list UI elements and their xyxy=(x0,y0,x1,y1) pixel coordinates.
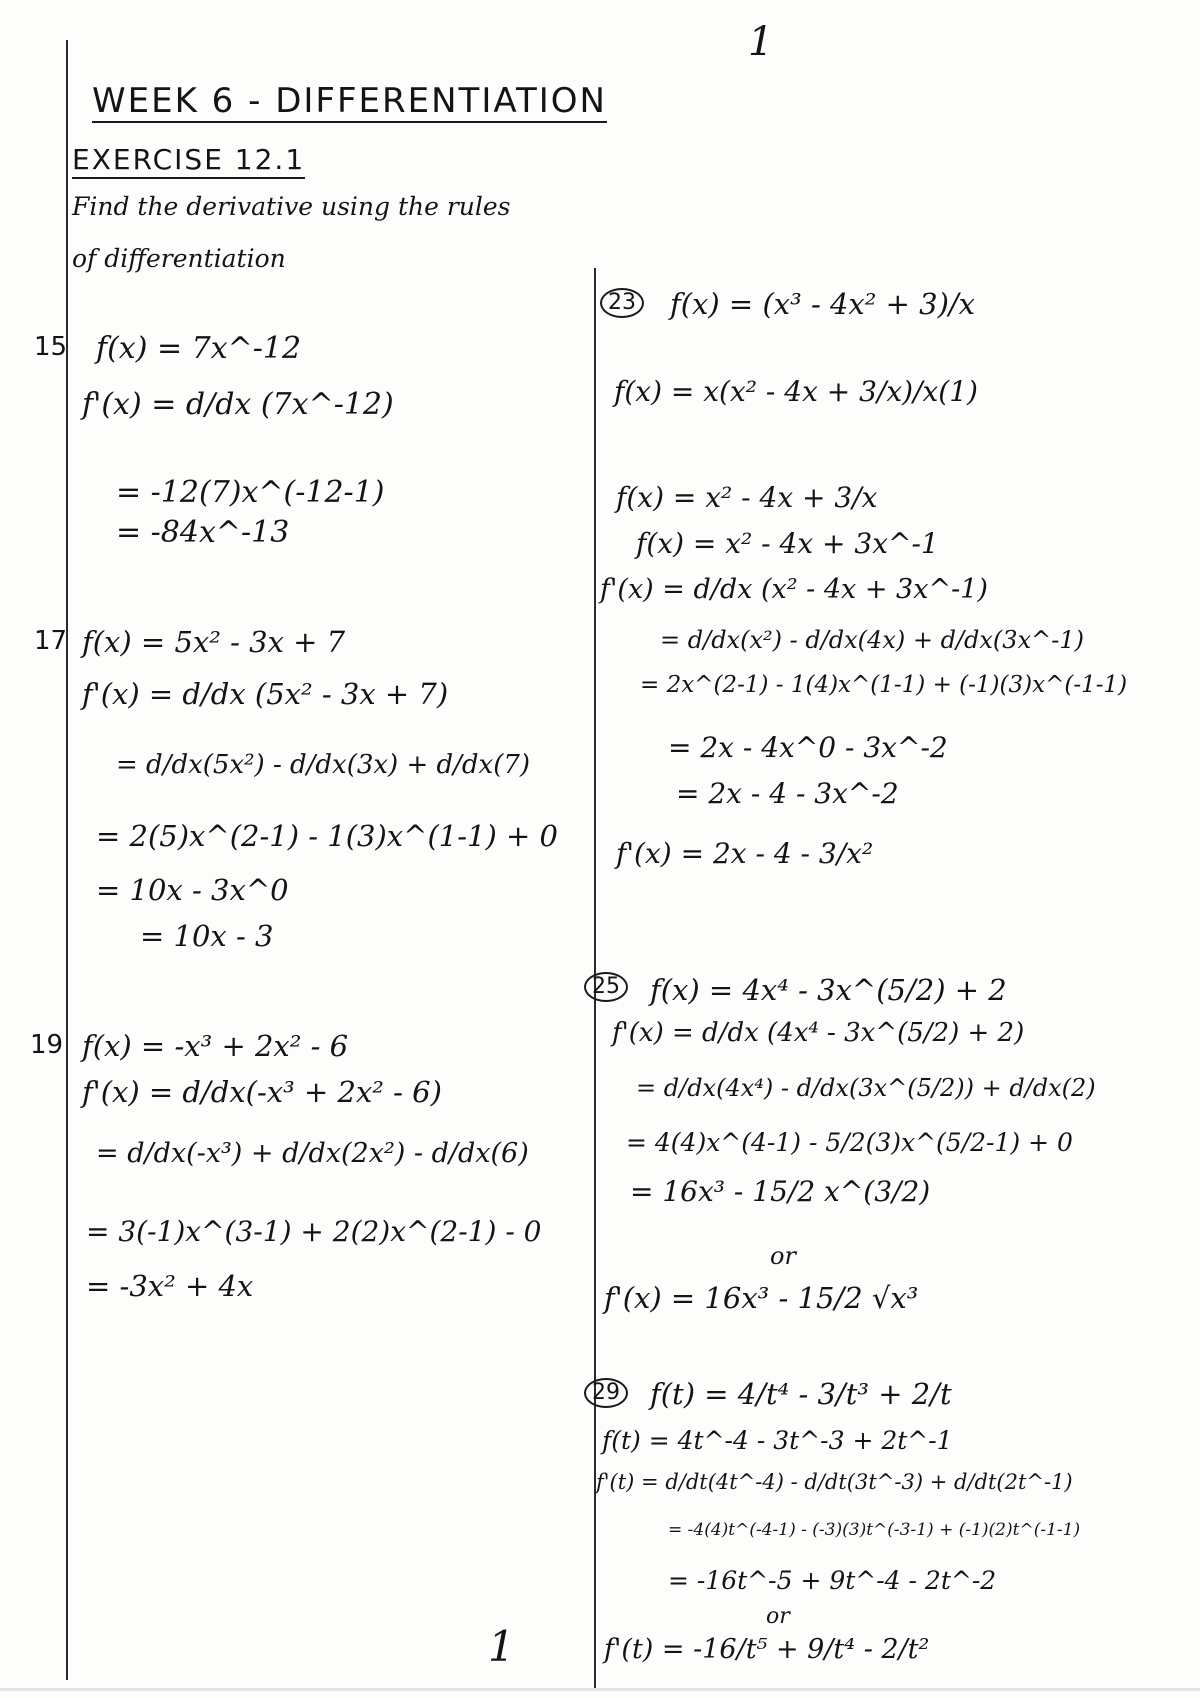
page-title: WEEK 6 - DIFFERENTIATION xyxy=(92,81,607,121)
p23-line-4: f(x) = x² - 4x + 3x^-1 xyxy=(636,527,939,560)
p17-line-1: f(x) = 5x² - 3x + 7 xyxy=(82,625,346,659)
problem-15-number: 15 xyxy=(34,332,68,362)
p23-line-1: f(x) = (x³ - 4x² + 3)/x xyxy=(670,287,976,321)
p25-line-1: f(x) = 4x⁴ - 3x^(5/2) + 2 xyxy=(650,973,1007,1007)
p23-line-5: f'(x) = d/dx (x² - 4x + 3x^-1) xyxy=(600,574,988,605)
page-number: 1 xyxy=(748,19,774,65)
p25-line-7: f'(x) = 16x³ - 15/2 √x³ xyxy=(604,1281,919,1315)
p25-line-5: = 16x³ - 15/2 x^(3/2) xyxy=(630,1175,931,1208)
p23-line-9: = 2x - 4 - 3x^-2 xyxy=(676,777,899,810)
p17-line-2: f'(x) = d/dx (5x² - 3x + 7) xyxy=(82,677,449,711)
exercise-title: EXERCISE 12.1 xyxy=(72,146,305,179)
p17-line-3: = d/dx(5x²) - d/dx(3x) + d/dx(7) xyxy=(116,750,531,780)
p29-line-2: f(t) = 4t^-4 - 3t^-3 + 2t^-1 xyxy=(602,1426,953,1455)
instruction-line-1: Find the derivative using the rules xyxy=(72,192,511,221)
p19-line-3: = d/dx(-x³) + d/dx(2x²) - d/dx(6) xyxy=(96,1138,529,1169)
problem-29-number: 29 xyxy=(584,1378,628,1408)
problem-25-number: 25 xyxy=(584,972,628,1002)
p15-line-4: = -84x^-13 xyxy=(116,515,290,550)
problem-19-number: 19 xyxy=(30,1030,64,1060)
p23-line-2: f(x) = x(x² - 4x + 3/x)/x(1) xyxy=(614,375,978,408)
p15-line-3: = -12(7)x^(-12-1) xyxy=(116,475,385,510)
p29-line-4: = -4(4)t^(-4-1) - (-3)(3)t^(-3-1) + (-1)(2)t^(-1-1) xyxy=(668,1520,1081,1540)
p29-line-1: f(t) = 4/t⁴ - 3/t³ + 2/t xyxy=(650,1377,952,1411)
p25-or: or xyxy=(770,1242,796,1270)
instruction-line-2: of differentiation xyxy=(72,244,286,273)
p29-line-5: = -16t^-5 + 9t^-4 - 2t^-2 xyxy=(668,1566,997,1595)
p19-line-1: f(x) = -x³ + 2x² - 6 xyxy=(82,1029,349,1063)
p19-line-5: = -3x² + 4x xyxy=(86,1269,254,1303)
p23-line-10: f'(x) = 2x - 4 - 3/x² xyxy=(616,837,874,870)
p17-line-4: = 2(5)x^(2-1) - 1(3)x^(1-1) + 0 xyxy=(96,819,558,853)
footer-page-number: 1 xyxy=(488,1622,515,1671)
problem-23-number: 23 xyxy=(600,288,644,318)
p19-line-2: f'(x) = d/dx(-x³ + 2x² - 6) xyxy=(82,1075,442,1109)
p23-line-6: = d/dx(x²) - d/dx(4x) + d/dx(3x^-1) xyxy=(660,626,1084,654)
p15-line-2: f'(x) = d/dx (7x^-12) xyxy=(82,387,394,422)
p29-line-3: f'(t) = d/dt(4t^-4) - d/dt(3t^-3) + d/dt(2t^-1) xyxy=(596,1470,1073,1494)
p25-line-3: = d/dx(4x⁴) - d/dx(3x^(5/2)) + d/dx(2) xyxy=(636,1074,1096,1102)
problem-17-number: 17 xyxy=(34,626,68,656)
p15-line-1: f(x) = 7x^-12 xyxy=(96,331,302,366)
bottom-rule xyxy=(0,1688,1200,1691)
p23-line-8: = 2x - 4x^0 - 3x^-2 xyxy=(668,731,948,764)
p19-line-4: = 3(-1)x^(3-1) + 2(2)x^(2-1) - 0 xyxy=(86,1215,542,1248)
p25-line-4: = 4(4)x^(4-1) - 5/2(3)x^(5/2-1) + 0 xyxy=(626,1128,1073,1157)
p29-line-7: f'(t) = -16/t⁵ + 9/t⁴ - 2/t² xyxy=(604,1634,930,1665)
p17-line-6: = 10x - 3 xyxy=(140,919,274,953)
p23-line-7: = 2x^(2-1) - 1(4)x^(1-1) + (-1)(3)x^(-1-1) xyxy=(640,672,1128,698)
margin-line xyxy=(66,40,68,1680)
p29-or: or xyxy=(766,1604,790,1629)
p23-line-3: f(x) = x² - 4x + 3/x xyxy=(616,481,878,514)
p25-line-2: f'(x) = d/dx (4x⁴ - 3x^(5/2) + 2) xyxy=(612,1018,1025,1048)
p17-line-5: = 10x - 3x^0 xyxy=(96,873,289,907)
